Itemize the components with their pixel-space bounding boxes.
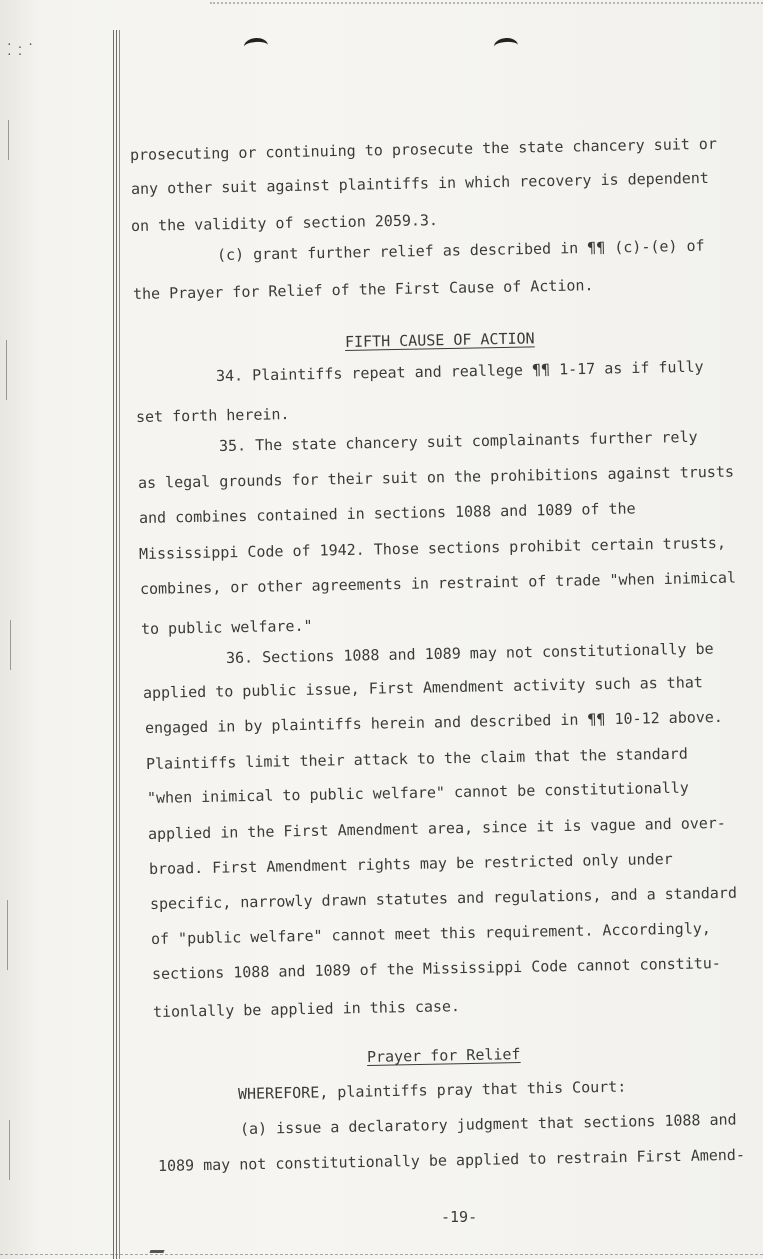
margin-rule [113,30,114,1259]
body-line: applied in the First Amendment area, since it is vague and over- [147,813,727,843]
body-line: 36. Sections 1088 and 1089 may not constitutionally be [225,639,714,667]
page-number: -19- [441,1208,478,1226]
body-line: on the validity of section 2059.3. [130,211,439,235]
body-line: Plaintiffs limit their attack to the claim that the standard [145,744,688,773]
body-line: tionlally be applied in this case. [152,997,461,1021]
body-line: of "public welfare" cannot meet this requirement. Accordingly, [150,919,711,948]
edge-speck [6,340,7,400]
margin-rule [116,30,117,1259]
corner-specks: ·.· ·· [6,38,38,61]
body-line: combines, or other agreements in restraint of trade "when inimical [139,568,737,598]
body-line: broad. First Amendment rights may be restricted only under [148,849,673,878]
body-line: and combines contained in sections 1088 and 1089 of the [138,499,636,527]
section-heading: FIFTH CAUSE OF ACTION [344,329,535,351]
edge-speck [9,1120,10,1180]
body-line: the Prayer for Relief of the First Cause of Action. [132,276,594,303]
edge-speck [10,620,11,670]
body-line: (c) grant further relief as described in ¶¶ (c)-(e) of [216,236,705,264]
section-heading: Prayer for Relief [366,1045,521,1066]
body-line: set forth herein. [135,405,290,426]
body-line: sections 1088 and 1089 of the Mississippi Code cannot constitu- [151,954,722,983]
edge-speck [8,120,9,160]
body-line: prosecuting or continuing to prosecute the state chancery suit or [129,134,718,164]
margin-rule [119,30,120,1259]
edge-speck [7,900,8,970]
body-line: engaged in by plaintiffs herein and described in ¶¶ 10-12 above. [144,707,724,737]
body-line: to public welfare." [140,616,313,638]
body-line: as legal grounds for their suit on the prohibitions against trusts [137,462,735,492]
top-border-dots [210,2,763,4]
punch-hole-mark [243,37,268,55]
body-line: 35. The state chancery suit complainants further rely [218,427,698,455]
body-line: 1089 may not constitutionally be applied to restrain First Amend- [157,1145,746,1175]
body-line: specific, narrowly drawn statutes and regulations, and a standard [149,883,738,913]
body-line: any other suit against plaintiffs in which recovery is dependent [130,168,710,198]
punch-hole-mark [493,37,518,55]
body-line: (a) issue a declaratory judgment that sections 1088 and [239,1110,737,1138]
ink-mark [149,1250,164,1253]
body-line: WHEREFORE, plaintiffs pray that this Court: [237,1077,627,1103]
body-line: "when inimical to public welfare" cannot be constitutionally [146,778,689,807]
body-line: applied to public issue, First Amendment activity such as that [142,673,703,702]
bottom-border-line [0,1254,763,1255]
body-line: Mississippi Code of 1942. Those sections prohibit certain trusts, [138,533,727,563]
body-line: 34. Plaintiffs repeat and reallege ¶¶ 1-17 as if fully [215,357,704,385]
